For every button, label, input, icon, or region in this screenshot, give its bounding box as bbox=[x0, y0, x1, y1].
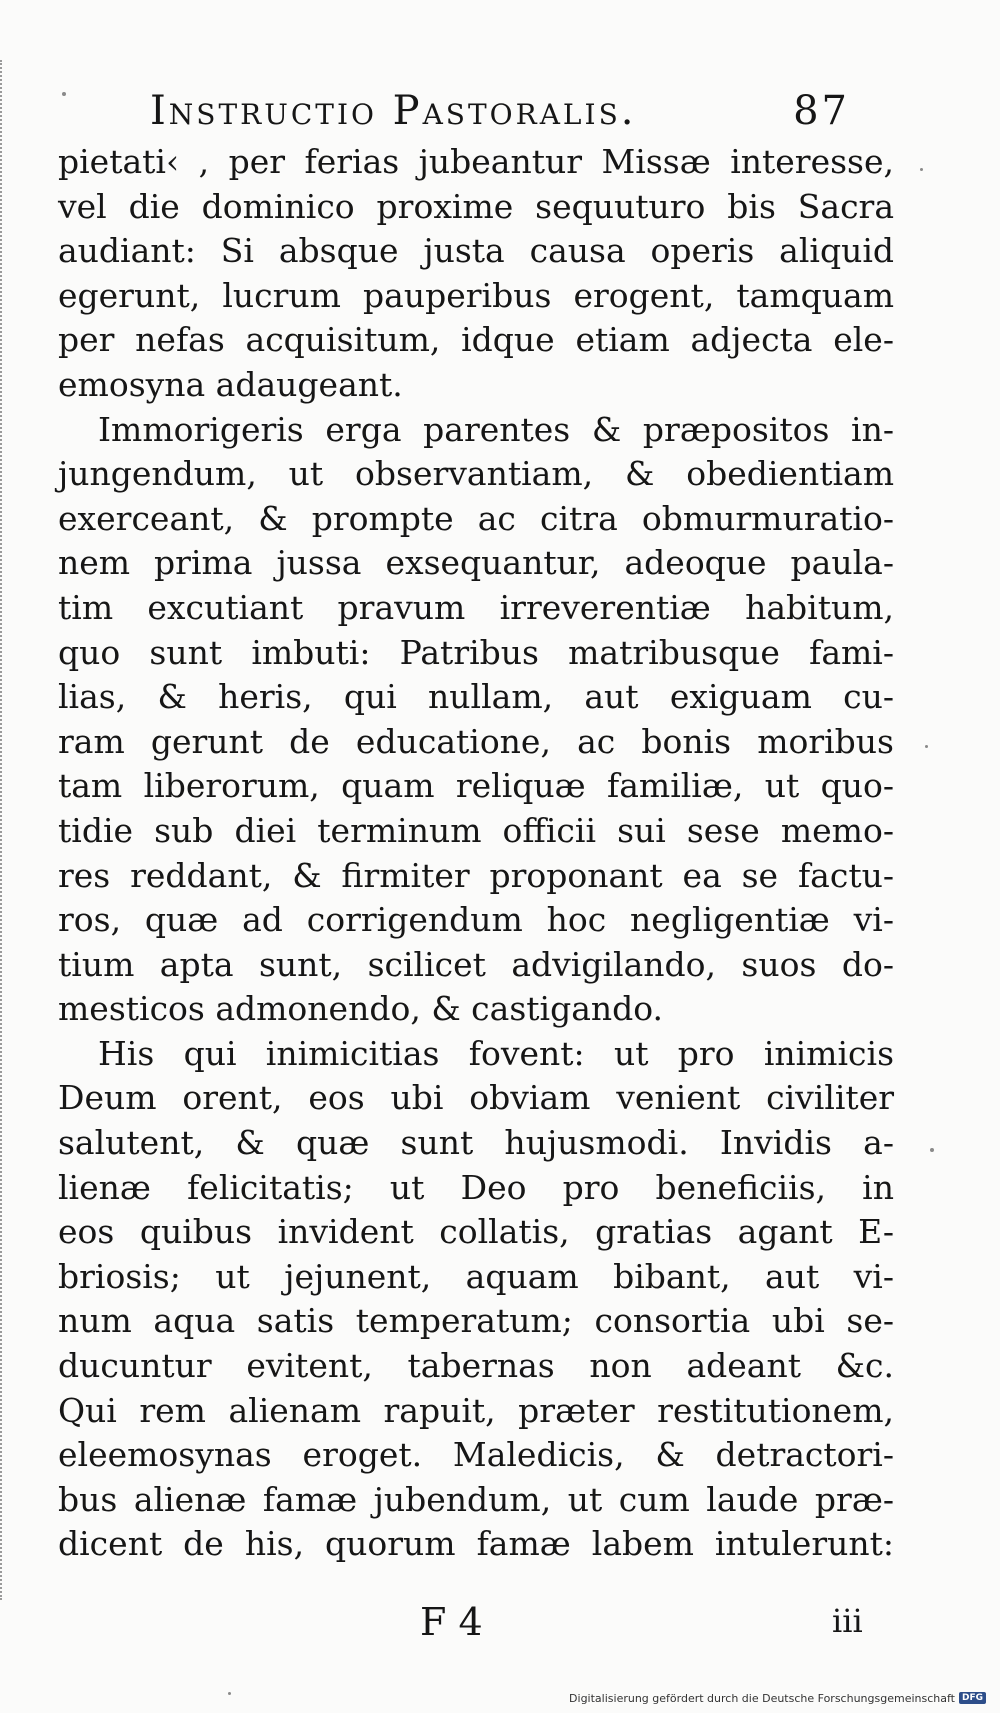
text-line: quo sunt imbuti: Patribus matribusque fami- bbox=[58, 632, 894, 672]
digitization-footer bbox=[569, 1687, 986, 1709]
text-line: num aqua satis temperatum; consortia ubi se- bbox=[58, 1301, 894, 1341]
text-line: ram gerunt de educatione, ac bonis moribus bbox=[58, 721, 894, 761]
text-line: jungendum, ut observantiam, & obedientiam bbox=[58, 454, 894, 494]
catchword: iii bbox=[832, 1602, 863, 1640]
ink-speck bbox=[62, 92, 66, 96]
text-line: egerunt, lucrum pauperibus erogent, tamquam bbox=[58, 275, 894, 315]
dfg-logo-icon: DFG bbox=[959, 1692, 986, 1704]
text-line: salutent, & quæ sunt hujusmodi. Invidis a- bbox=[58, 1123, 894, 1163]
running-title: Instructio Pastoralis. bbox=[150, 88, 637, 134]
text-line: bus alienæ famæ jubendum, ut cum laude præ- bbox=[58, 1479, 894, 1519]
ink-speck bbox=[920, 168, 923, 171]
text-line: Qui rem alienam rapuit, præter restitutionem, bbox=[58, 1390, 894, 1430]
text-line: tidie sub diei terminum officii sui sese memo- bbox=[58, 810, 894, 850]
text-line: audiant: Si absque justa causa operis aliquid bbox=[58, 231, 894, 271]
text-line: res reddant, & firmiter proponant ea se factu- bbox=[58, 855, 894, 895]
text-line: exerceant, & prompte ac citra obmurmuratio- bbox=[58, 498, 894, 538]
text-line: ros, quæ ad corrigendum hoc negligentiæ vi- bbox=[58, 900, 894, 940]
digitization-credit: Digitalisierung gefördert durch die Deutsche Forschungsgemeinschaft bbox=[569, 1691, 955, 1705]
text-line: lienæ felicitatis; ut Deo pro beneficiis, in bbox=[58, 1167, 894, 1207]
text-line: per nefas acquisitum, idque etiam adjecta ele- bbox=[58, 320, 894, 360]
ink-speck bbox=[925, 745, 928, 748]
text-line: Immorigeris erga parentes & præpositos in- bbox=[98, 409, 894, 449]
text-line: briosis; ut jejunent, aquam bibant, aut vi- bbox=[58, 1256, 894, 1296]
ink-speck bbox=[228, 1692, 231, 1695]
text-line: dicent de his, quorum famæ labem intulerunt: bbox=[58, 1524, 894, 1564]
text-line: pietati‹ , per ferias jubeantur Missæ interesse, bbox=[58, 142, 894, 181]
text-line: mesticos admonendo, & castigando. bbox=[58, 989, 664, 1029]
text-line: tium apta sunt, scilicet advigilando, suos do- bbox=[58, 944, 894, 984]
text-line: emosyna adaugeant. bbox=[58, 364, 403, 404]
text-line: ducuntur evitent, tabernas non adeant &c. bbox=[58, 1346, 894, 1386]
ink-speck bbox=[930, 1148, 934, 1152]
page-number: 87 bbox=[793, 88, 850, 134]
text-line: Deum orent, eos ubi obviam venient civiliter bbox=[58, 1078, 894, 1118]
signature-mark: F 4 bbox=[420, 1600, 483, 1644]
running-header bbox=[150, 78, 850, 148]
text-line: eos quibus invident collatis, gratias agant E- bbox=[58, 1212, 894, 1252]
text-line: tam liberorum, quam reliquæ familiæ, ut quo- bbox=[58, 766, 894, 806]
text-line: eleemosynas eroget. Maledicis, & detractori- bbox=[58, 1435, 894, 1475]
text-line: vel die dominico proxime sequuturo bis Sacra bbox=[58, 186, 894, 226]
body-text bbox=[58, 140, 894, 1567]
text-line: nem prima jussa exsequantur, adeoque paula- bbox=[58, 543, 894, 583]
page-edge-mark bbox=[0, 60, 6, 1600]
text-line: His qui inimicitias fovent: ut pro inimicis bbox=[98, 1033, 894, 1073]
text-line: tim excutiant pravum irreverentiæ habitum, bbox=[58, 587, 894, 627]
text-line: lias, & heris, qui nullam, aut exiguam cu- bbox=[58, 677, 894, 717]
